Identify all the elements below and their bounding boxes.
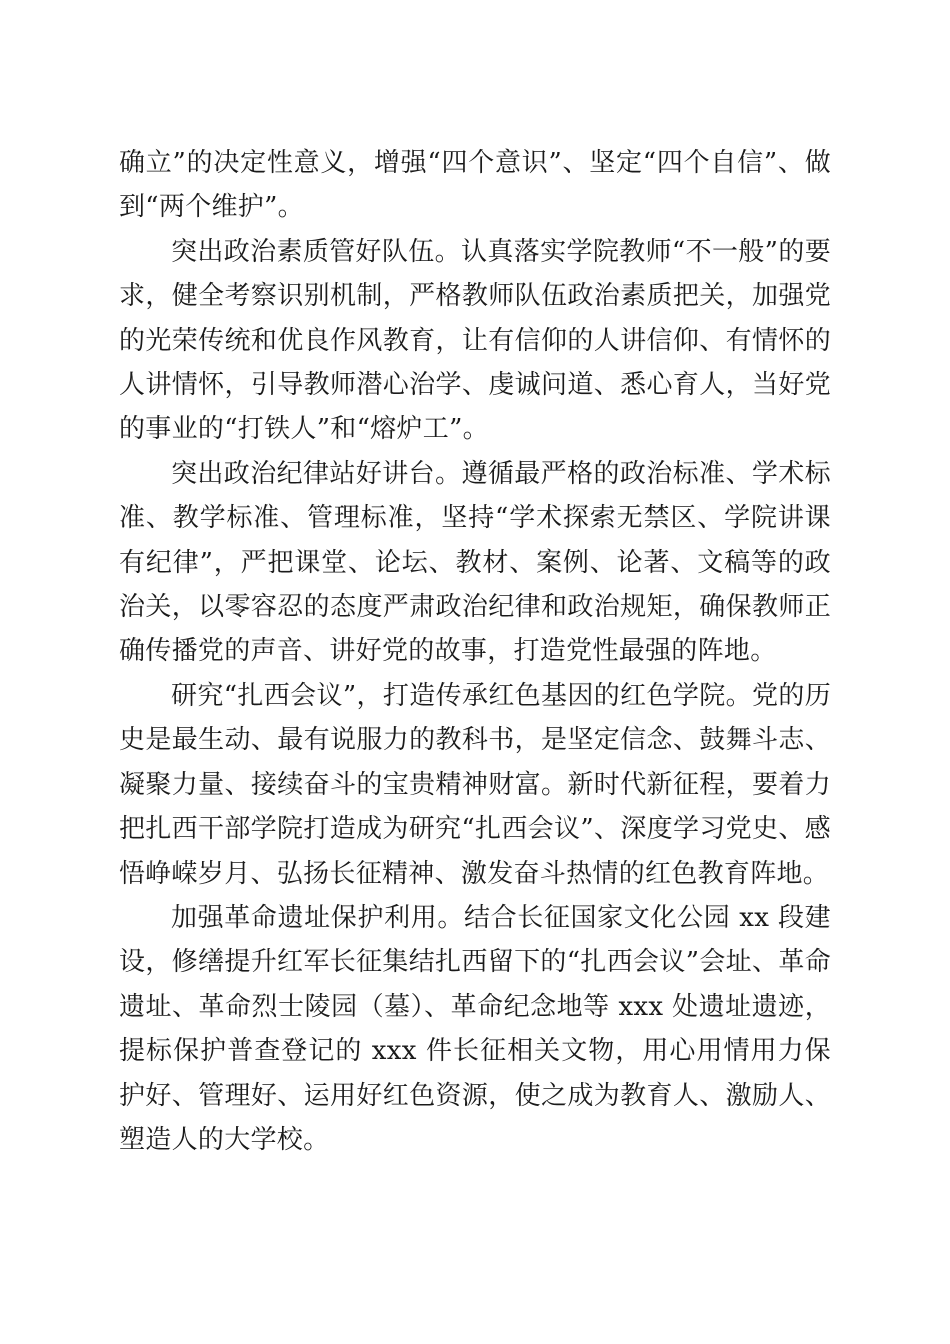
document-body [119, 141, 831, 1162]
paragraph-zaxi-conference: 研究“扎西会议”，打造传承红色基因的红色学院。党的历史是最生动、最有说服力的教科书，是坚定信念、鼓舞斗志、凝聚力量、接续奋斗的宝贵精神财富。新时代新征程，要着力把扎西干部学院打造成为研究“扎西会议”、深度学习党史、感悟峥嵘岁月、弘扬长征精神、激发奋斗热情的红色教育阵地。 [119, 680, 831, 889]
paragraph-heritage-protection: 加强革命遗址保护利用。结合长征国家文化公园 xx 段建设，修缮提升红军长征集结扎西留下的“扎西会议”会址、革命遗址、革命烈士陵园（墓）、革命纪念地等 xxx 处遗址遗迹，提标保护普查登记的 xxx 件长征相关文物，用心用情用力保护好、管理好、运用好红色资源，使之成为教育人、激励人、塑造人的大学校。 [119, 902, 832, 1155]
paragraph-political-discipline: 突出政治纪律站好讲台。遵循最严格的政治标准、学术标准、教学标准、管理标准，坚持“学术探索无禁区、学院讲课有纪律”，严把课堂、论坛、教材、案例、论著、文稿等的政治关，以零容忍的态度严肃政治纪律和政治规矩，确保教师正确传播党的声音、讲好党的故事，打造党性最强的阵地。 [119, 458, 831, 667]
paragraph-continuation: 确立”的决定性意义，增强“四个意识”、坚定“四个自信”、做到“两个维护”。 [119, 148, 831, 223]
paragraph-political-quality: 突出政治素质管好队伍。认真落实学院教师“不一般”的要求，健全考察识别机制，严格教师队伍政治素质把关，加强党的光荣传统和优良作风教育，让有信仰的人讲信仰、有情怀的人讲情怀，引导教师潜心治学、虔诚问道、悉心育人，当好党的事业的“打铁人”和“熔炉工”。 [119, 236, 831, 445]
